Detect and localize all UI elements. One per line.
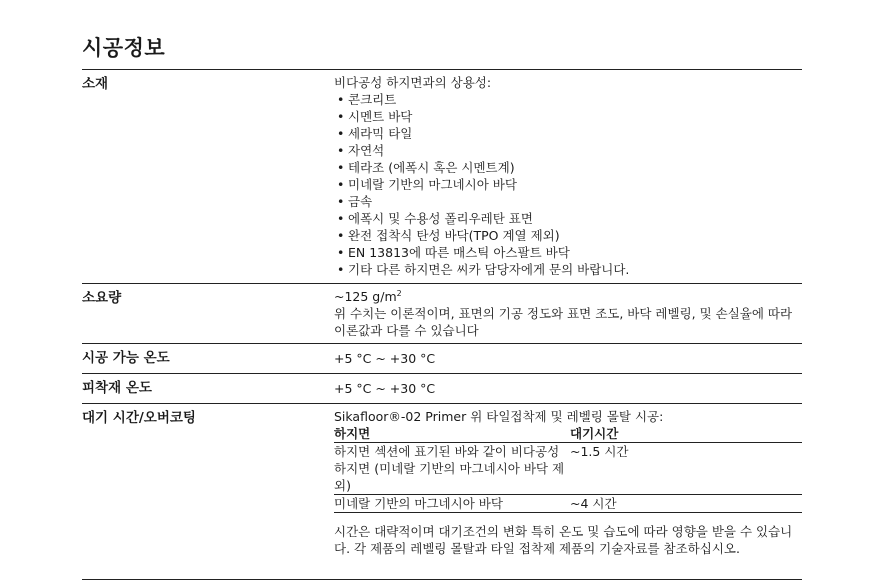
consumption-content bbox=[334, 288, 802, 339]
row-label-ambient-temperature: 시공 가능 온도 bbox=[82, 350, 170, 366]
list-item: • 자연석 bbox=[334, 142, 802, 159]
waiting-time-intro: Sikafloor®-02 Primer 위 타일접착제 및 레벨링 몰탈 시공: bbox=[334, 409, 664, 424]
row-label-waiting-time: 대기 시간/오버코팅 bbox=[82, 410, 196, 426]
waiting-time-table-header bbox=[334, 425, 802, 443]
row-waiting-time bbox=[82, 403, 802, 580]
table-row bbox=[334, 495, 802, 513]
table-cell: ~1.5 시간 bbox=[570, 444, 629, 459]
row-substrate-temperature bbox=[82, 373, 802, 404]
table-cell: ~4 시간 bbox=[570, 496, 617, 511]
row-label-substrate: 소재 bbox=[82, 76, 109, 92]
consumption-note: 위 수치는 이론적이며, 표면의 기공 정도와 표면 조도, 바닥 레벨링, 및 손실율에 따라 이론값과 다를 수 있습니다 bbox=[334, 306, 793, 338]
list-item: • 세라믹 타일 bbox=[334, 125, 802, 142]
list-item: • 완전 접착식 탄성 바닥(TPO 계열 제외) bbox=[334, 227, 802, 244]
list-item: • 미네랄 기반의 마그네시아 바닥 bbox=[334, 176, 802, 193]
list-item: • 시멘트 바닥 bbox=[334, 108, 802, 125]
list-item: • 기타 다른 하지면은 씨카 담당자에게 문의 바랍니다. bbox=[334, 261, 802, 278]
column-header-waiting-time: 대기시간 bbox=[570, 426, 619, 441]
waiting-time-content bbox=[334, 408, 802, 557]
substrate-temperature-value: +5 °C ~ +30 °C bbox=[334, 381, 436, 396]
ambient-temperature-value: +5 °C ~ +30 °C bbox=[334, 351, 436, 366]
list-item: • 금속 bbox=[334, 193, 802, 210]
table-cell: 하지면 섹션에 표기된 바와 같이 비다공성 하지면 (미네랄 기반의 마그네시아 바닥 제외) bbox=[334, 444, 565, 493]
column-header-substrate: 하지면 bbox=[334, 426, 371, 441]
waiting-time-note: 시간은 대략적이며 대기조건의 변화 특히 온도 및 습도에 따라 영향을 받을 수 있습니다. 각 제품의 레벨링 몰탈과 타일 접착제 제품의 기술자료를 참조하십시오. bbox=[334, 524, 793, 556]
table-cell: 미네랄 기반의 마그네시아 바닥 bbox=[334, 496, 503, 511]
list-item: • EN 13813에 따른 매스틱 아스팔트 바닥 bbox=[334, 244, 802, 261]
substrate-list bbox=[334, 91, 802, 278]
list-item: • 에폭시 및 수용성 폴리우레탄 표면 bbox=[334, 210, 802, 227]
row-consumption bbox=[82, 283, 802, 344]
row-label-consumption: 소요량 bbox=[82, 290, 122, 306]
row-label-substrate-temperature: 피착재 온도 bbox=[82, 380, 152, 396]
substrate-content bbox=[334, 74, 802, 278]
consumption-amount: ~125 $g/m^2$ bbox=[334, 288, 402, 304]
table-row bbox=[334, 443, 802, 495]
row-ambient-temperature bbox=[82, 343, 802, 374]
waiting-time-table bbox=[334, 425, 802, 513]
list-item: • 테라조 (에폭시 혹은 시멘트계) bbox=[334, 159, 802, 176]
substrate-intro: 비다공성 하지면과의 상용성: bbox=[334, 75, 492, 90]
section-title: 시공정보 bbox=[82, 36, 166, 60]
list-item: • 콘크리트 bbox=[334, 91, 802, 108]
row-substrate bbox=[82, 69, 802, 288]
